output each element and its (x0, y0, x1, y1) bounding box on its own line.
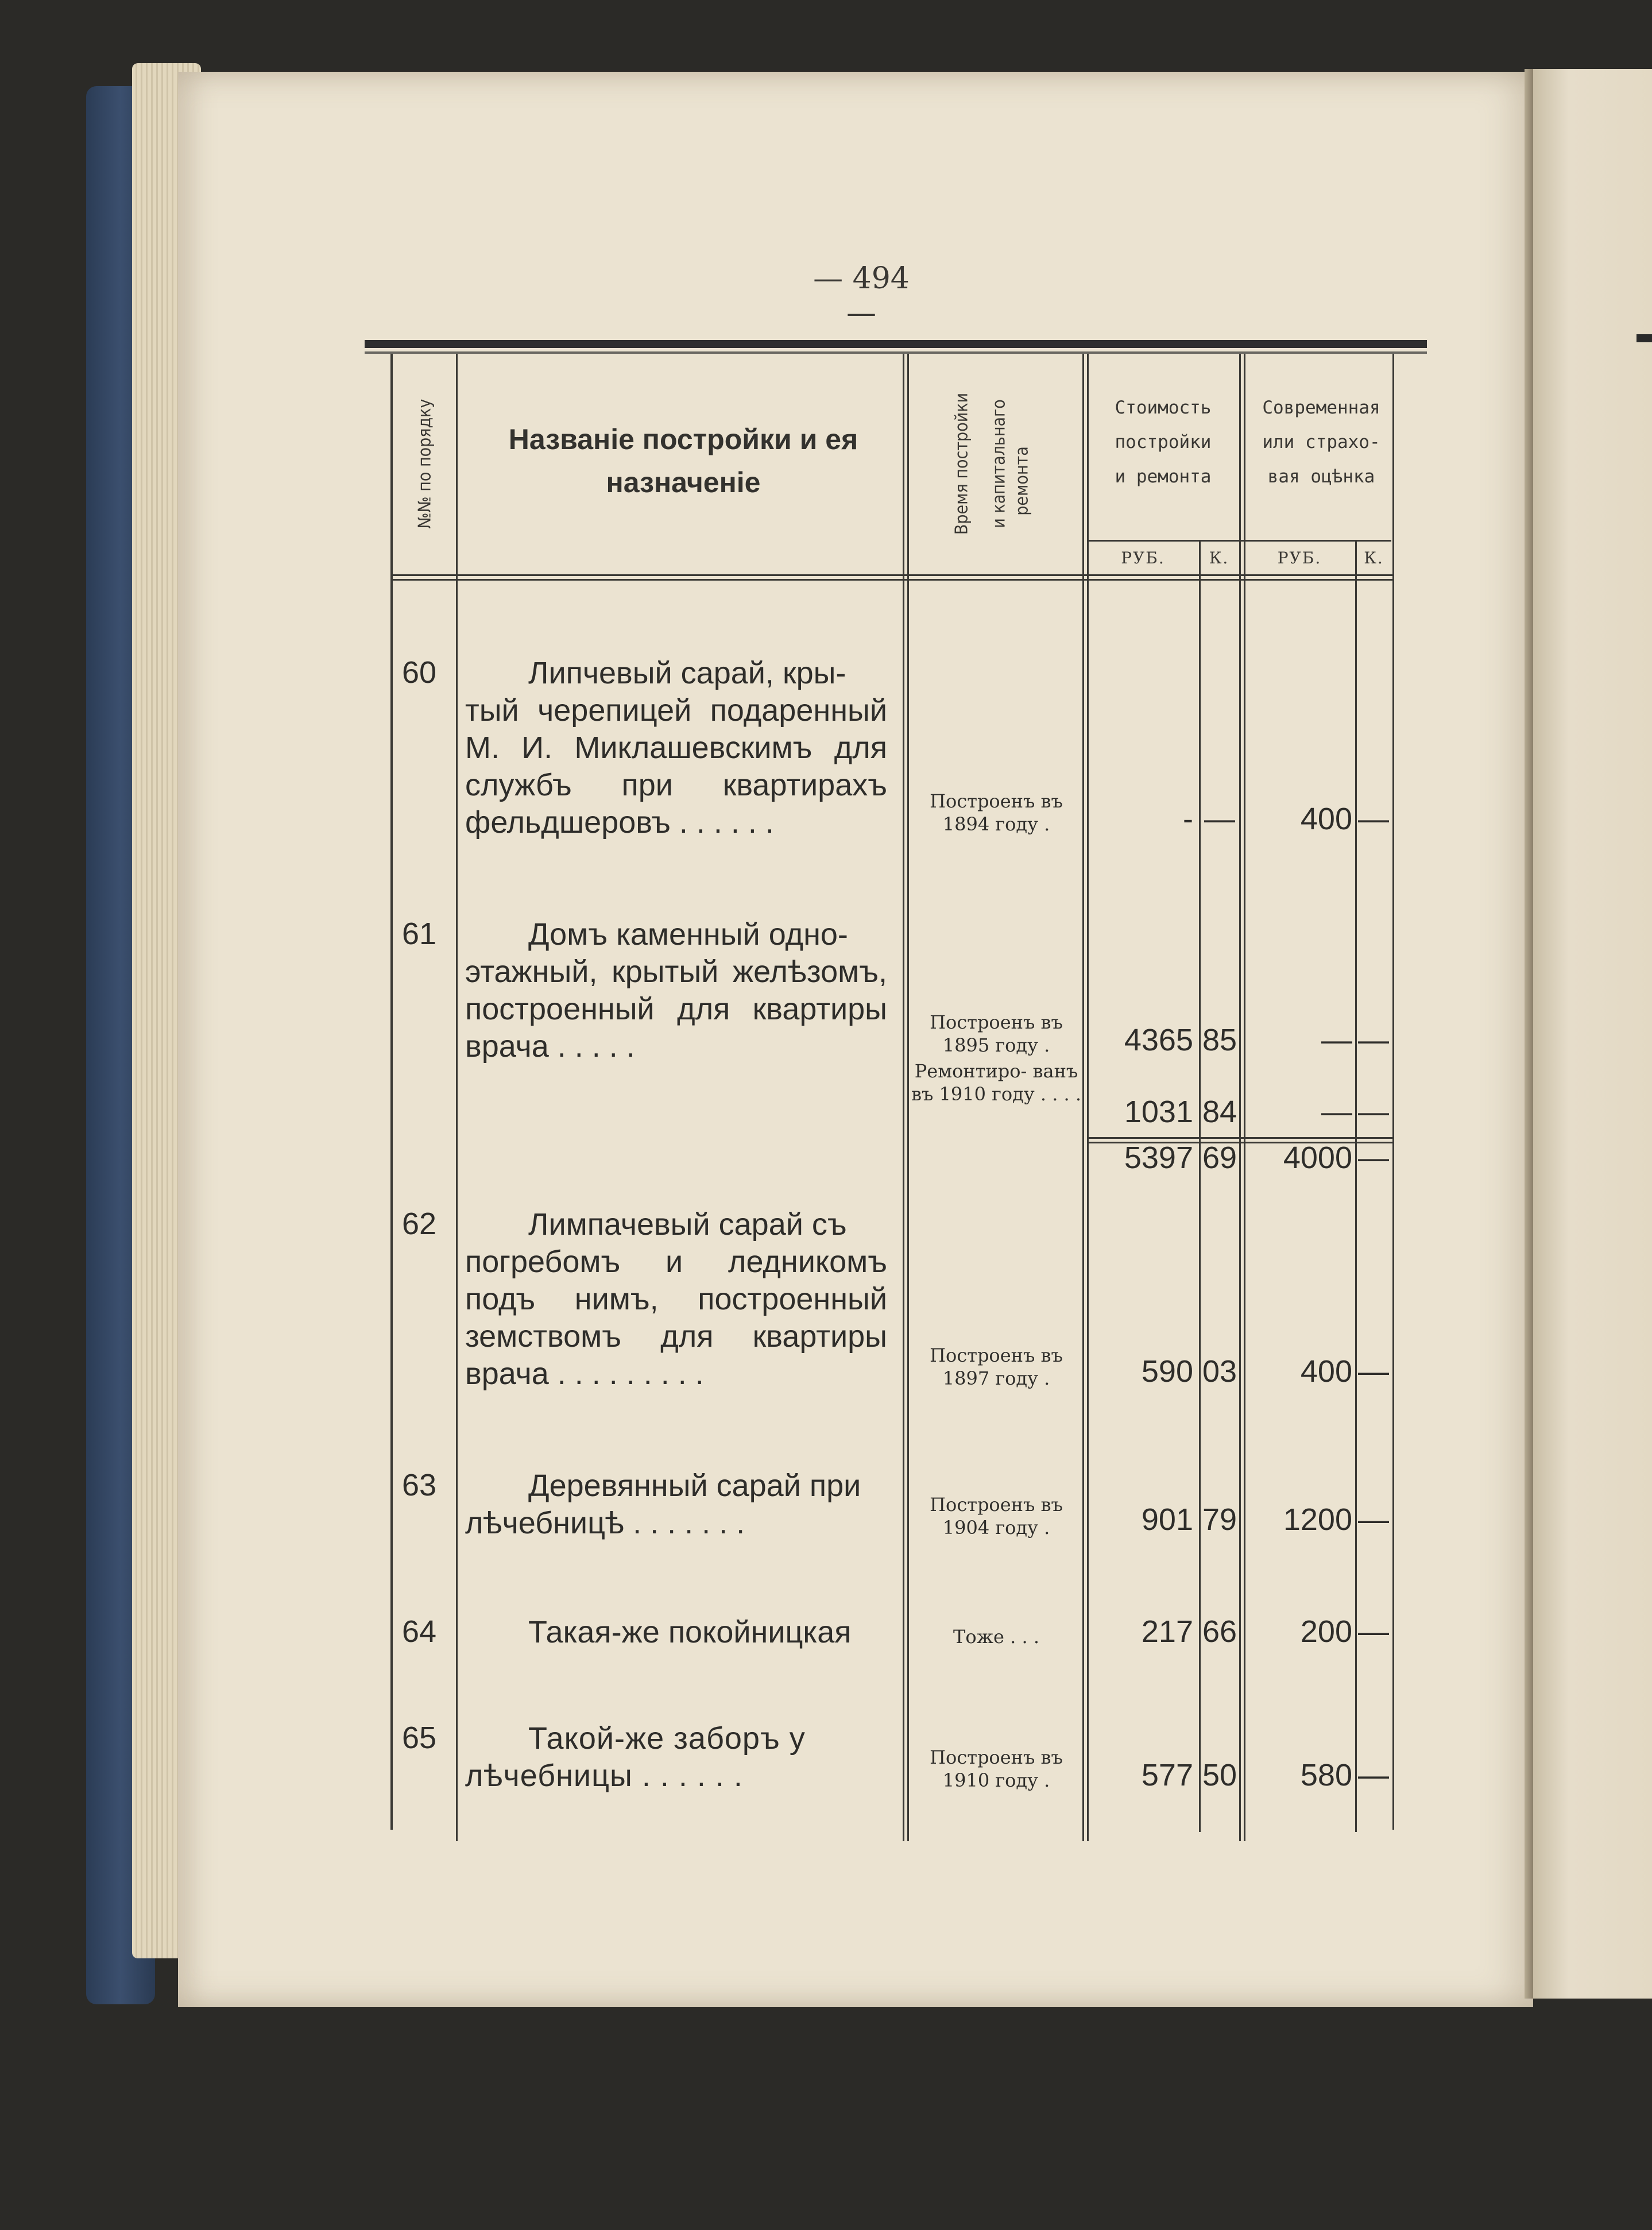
row-62-value-rub: 400 (1300, 1354, 1352, 1389)
row-60-name-rest: тый черепицей подаренный М. И. Миклашевскимъ для службъ при квартирахъ фельдшеровъ . . . . . . (465, 693, 887, 840)
row-62-name-first: Лимпачевый сарай съ (528, 1207, 847, 1242)
row-60-value-kop: — (1358, 802, 1389, 836)
row-64-value-kop: — (1358, 1614, 1389, 1649)
row-65-name (465, 1720, 887, 1795)
header-name-line1: Названіе постройки и ея (508, 423, 858, 455)
row-63-cost-rub: 901 (1141, 1502, 1193, 1537)
row-63-value-kop: — (1358, 1502, 1389, 1537)
row-61-built: Построенъ въ 1895 году . (930, 1011, 1063, 1056)
row-65-cost-rub: 577 (1141, 1758, 1193, 1792)
header-num: №№ по порядку (415, 399, 435, 529)
row-60-name-first: Липчевый сарай, кры- (528, 656, 846, 690)
row-60-cost-kop: — (1204, 802, 1235, 836)
row-63-name-first: Деревянный сарай при (528, 1468, 861, 1503)
column-divider-kop (1239, 354, 1241, 1841)
row-63-name (465, 1467, 887, 1542)
row-64-name-first: Такая-же покойницкая (528, 1615, 852, 1649)
row-61-name (465, 916, 887, 1065)
row-61-name-first: Домъ каменный одно- (528, 917, 848, 952)
row-61-value-kop: — (1358, 1023, 1389, 1057)
row-64-built: Тоже . . . (953, 1626, 1039, 1648)
table-top-rule (365, 340, 1427, 348)
row-61-repair-value-kop: — (1358, 1095, 1389, 1129)
header-time-line2: и капитальнаго (989, 399, 1009, 528)
table-top-rule-thin (365, 351, 1427, 354)
header-bottom-line-2 (390, 579, 1392, 581)
header-value-line3: вая оцѣнка (1267, 466, 1375, 487)
row-63-built: Построенъ въ 1904 году . (930, 1494, 1063, 1539)
row-61-cost-kop: 85 (1202, 1023, 1237, 1057)
header-name (459, 396, 907, 482)
row-62-built: Построенъ въ 1897 году . (930, 1344, 1063, 1389)
column-divider-time (1082, 354, 1084, 1841)
header-cost (1087, 391, 1239, 494)
row-64-cost-rub: 217 (1141, 1614, 1193, 1649)
header-value-line2: или страхо- (1262, 432, 1380, 453)
row-63-cost-kop: 79 (1202, 1502, 1237, 1537)
row-64-name (465, 1614, 887, 1651)
row-65-name-first: Такой-же заборъ у (528, 1721, 806, 1756)
row-61-name-rest: этажный, крытый желѣзомъ, построенный для квартиры врача . . . . . (465, 954, 887, 1064)
row-65-value-kop: — (1358, 1758, 1389, 1792)
facing-page-rule (1636, 334, 1652, 342)
row-62-name-rest: погребомъ и ледникомъ подъ нимъ, построенный земствомъ для квартиры врача . . . . . . . . . (465, 1245, 887, 1391)
row-60-num: 60 (402, 655, 437, 690)
row-61-cost-rub: 4365 (1124, 1023, 1193, 1057)
header-bottom-line (390, 574, 1392, 576)
row-62-cost-rub: 590 (1141, 1354, 1193, 1389)
header-cost-line1: Стоимость (1115, 397, 1212, 418)
row-61-total-value: 4000 (1283, 1141, 1352, 1175)
table-border-right (1392, 354, 1394, 1830)
header-unit-kop: К. (1209, 548, 1229, 567)
header-unit-line (1087, 540, 1391, 542)
row-61-repair: Ремонтиро- ванъ въ 1910 году . . . . (911, 1060, 1082, 1105)
row-62-value-kop: — (1358, 1354, 1389, 1389)
row-60-built: Построенъ въ 1894 году . (930, 790, 1063, 835)
header-unit-rub: РУБ. (1121, 548, 1165, 567)
row-63-num: 63 (402, 1468, 437, 1502)
row-61-repair-rub: 1031 (1124, 1095, 1193, 1129)
row-63-name-rest: лѣчебницѣ . . . . . . . (465, 1506, 745, 1540)
row-64-value-rub: 200 (1300, 1614, 1352, 1649)
header-value-line1: Современная (1262, 397, 1380, 418)
column-divider-name-2 (907, 354, 909, 1841)
row-64-num: 64 (402, 1614, 437, 1649)
header-value (1244, 391, 1399, 494)
row-65-cost-kop: 50 (1202, 1758, 1237, 1792)
row-61-num: 61 (402, 917, 437, 951)
row-65-value-rub: 580 (1300, 1758, 1352, 1792)
row-62-cost-kop: 03 (1202, 1354, 1237, 1389)
header-time-line3: ремонта (1012, 446, 1032, 516)
header-cost-line3: и ремонта (1115, 466, 1212, 487)
page-number: — 494 — (813, 261, 910, 330)
row-61-value-rub: — (1321, 1023, 1352, 1057)
row-65-name-rest: лѣчебницы . . . . . . (465, 1759, 743, 1793)
row-61-total-kop: 69 (1202, 1141, 1237, 1175)
header-unit-kop2: К. (1364, 548, 1384, 567)
row-60-cost-rub: - (1183, 802, 1193, 836)
row-62-name (465, 1206, 887, 1393)
facing-page (1533, 69, 1652, 1999)
row-65-built: Построенъ въ 1910 году . (930, 1746, 1063, 1791)
row-61-total-line (1087, 1137, 1392, 1139)
row-64-cost-kop: 66 (1202, 1614, 1237, 1649)
row-60-name (465, 655, 887, 841)
row-61-repair-value: — (1321, 1095, 1352, 1129)
row-61-total-value-kop: — (1358, 1141, 1389, 1175)
row-61-repair-kop: 84 (1202, 1095, 1237, 1129)
header-unit-rub2: РУБ. (1277, 548, 1322, 567)
header-time-line1: Время постройки (951, 392, 972, 535)
header-cost-line2: постройки (1115, 432, 1212, 453)
column-divider-name (903, 354, 904, 1841)
row-60-value-rub: 400 (1300, 802, 1352, 836)
row-61-total-rub: 5397 (1124, 1141, 1193, 1175)
row-62-num: 62 (402, 1207, 437, 1241)
row-65-num: 65 (402, 1721, 437, 1755)
row-63-value-rub: 1200 (1283, 1502, 1352, 1537)
